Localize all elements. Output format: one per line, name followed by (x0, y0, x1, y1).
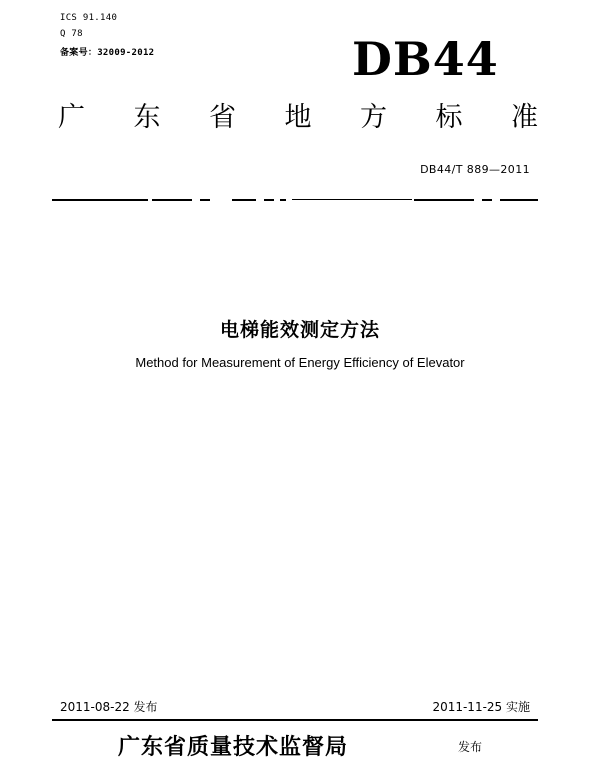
document-title-chinese: 电梯能效测定方法 (219, 319, 380, 341)
issuing-authority: 广东省质量技术监督局 (118, 734, 349, 760)
record-number: 备案号：32009-2012 (60, 48, 155, 58)
region-char: 省 (209, 102, 236, 133)
standard-logo: DB44 (352, 32, 499, 86)
header-divider (52, 199, 538, 202)
document-title-english: Method for Measurement of Energy Efficiency of Elevator (135, 355, 465, 370)
publication-date: 2011-08-22 发布 (60, 700, 158, 714)
region-char: 准 (511, 102, 538, 133)
ics-code: ICS 91.140 (60, 13, 118, 23)
region-char: 广 (58, 102, 85, 133)
region-char: 标 (435, 102, 463, 133)
footer-divider (52, 719, 538, 721)
region-char: 地 (284, 102, 312, 133)
classification-code: Q 78 (60, 29, 83, 39)
region-char: 东 (133, 102, 161, 133)
standard-number: DB44/T 889—2011 (420, 163, 530, 176)
implementation-date: 2011-11-25 实施 (432, 700, 530, 714)
issue-label: 发布 (458, 740, 483, 754)
region-char: 方 (360, 102, 387, 133)
region-standard-heading (58, 104, 538, 131)
